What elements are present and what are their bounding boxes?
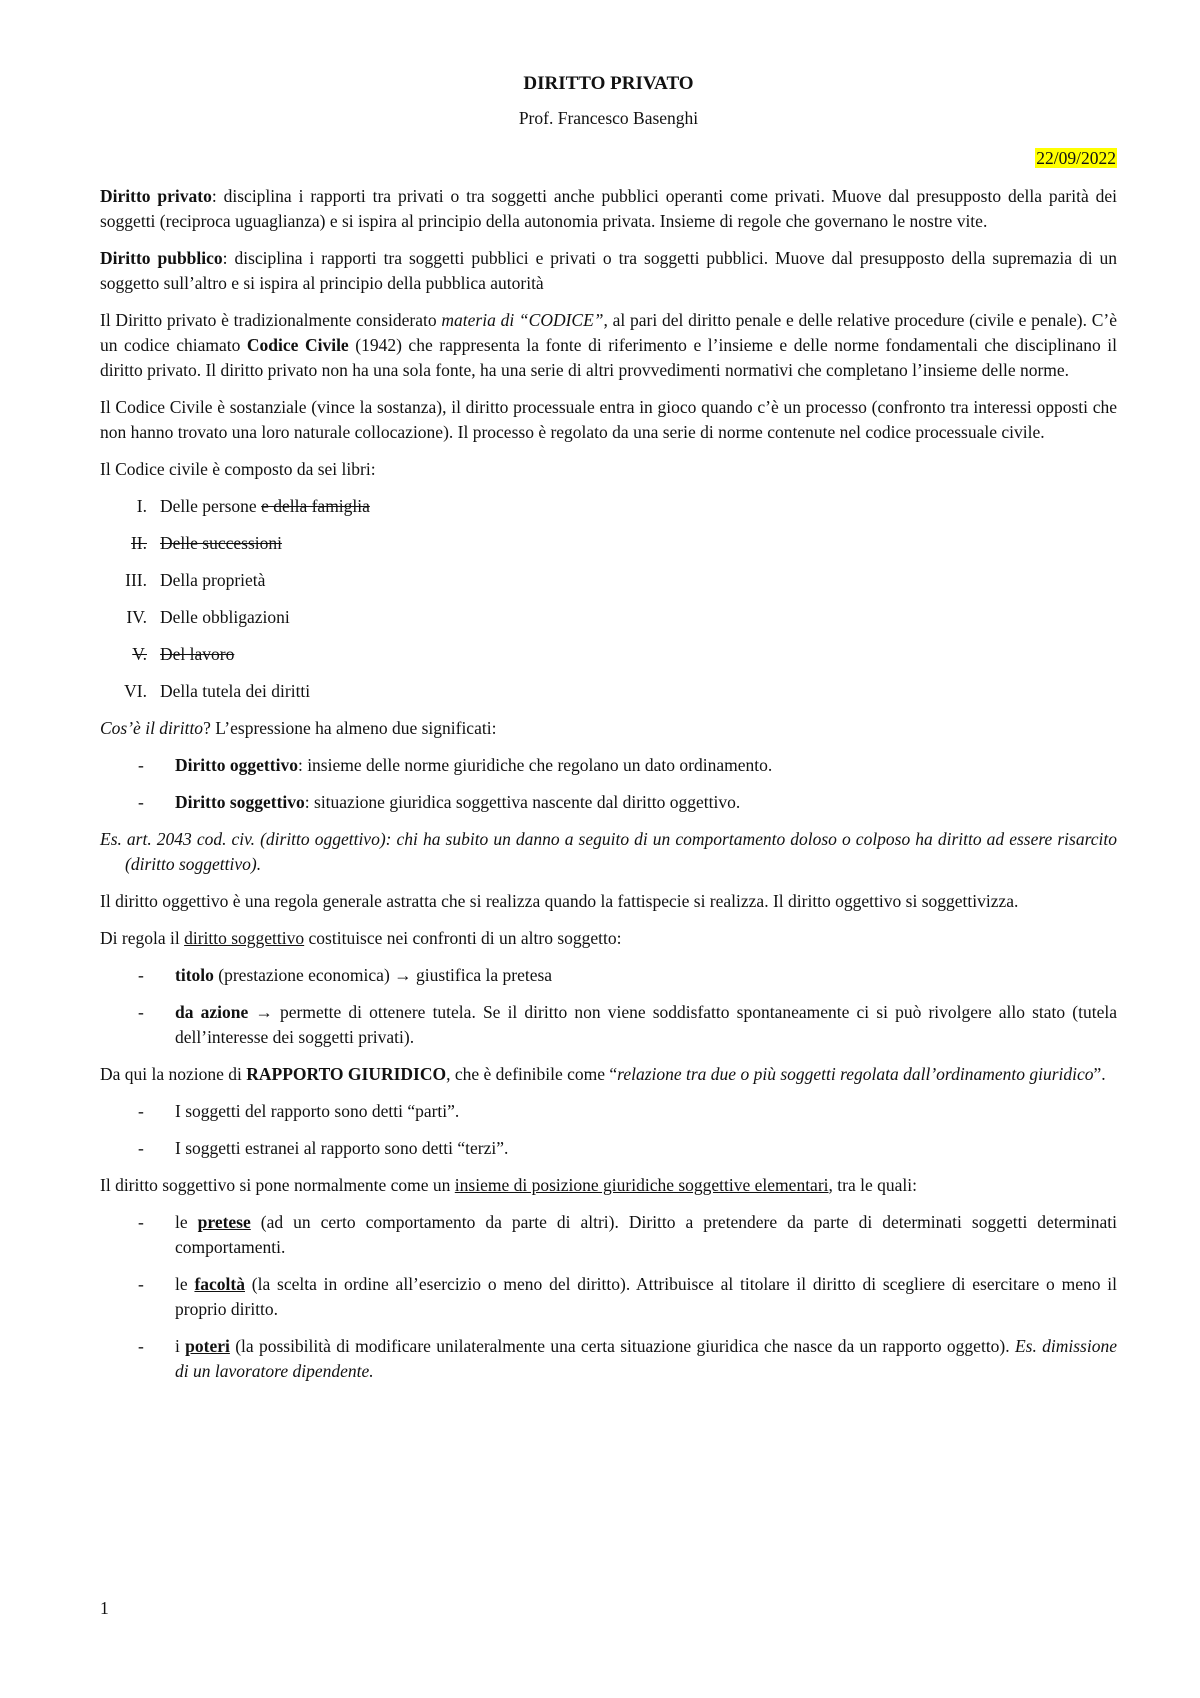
list-item: - le facoltà (la scelta in ordine all’esercizio o meno del diritto). Attribuisce al titolare il diritto di scegliere di esercitare o meno il proprio diritto. (138, 1274, 1117, 1319)
list-item: - i poteri (la possibilità di modificare unilateralmente una certa situazione giuridica che nasce da un rapporto oggetto). Es. dimissione di un lavoratore dipendente. (138, 1336, 1117, 1381)
book-item: III. Della proprietà (125, 570, 266, 590)
book-item: V. Del lavoro (132, 644, 235, 664)
list-item: - titolo (prestazione economica) → giustifica la pretesa (138, 965, 553, 985)
list-item: - I soggetti del rapporto sono detti “parti”. (138, 1101, 460, 1121)
books-list (100, 494, 1117, 704)
parties-list (100, 1099, 1117, 1161)
example-art-2043: Es. art. 2043 cod. civ. (diritto oggettivo): chi ha subito un danno a seguito di un comportamento doloso o colposo ha diritto ad essere risarcito (diritto soggettivo). (100, 829, 1117, 874)
list-item: - I soggetti estranei al rapporto sono detti “terzi”. (138, 1138, 509, 1158)
meanings-list (100, 753, 1117, 815)
paragraph-codice-sostanziale: Il Codice Civile è sostanziale (vince la sostanza), il diritto processuale entra in gioco quando c’è un processo (confronto tra interessi opposti che non hanno trovato una loro naturale collocazione). Il processo è regolato da una serie di norme contenute nel codice processuale civile. (100, 397, 1117, 442)
paragraph-diritto-oggettivo: Il diritto oggettivo è una regola generale astratta che si realizza quando la fattispecie si realizza. Il diritto oggettivo si soggettivizza. (100, 891, 1019, 911)
date-row (100, 146, 1117, 170)
paragraph-rapporto-giuridico: Da qui la nozione di RAPPORTO GIURIDICO, che è definibile come “relazione tra due o più soggetti regolata dall’ordinamento giuridico”. (100, 1064, 1106, 1084)
list-item: - da azione → permette di ottenere tutela. Se il diritto non viene soddisfatto spontaneamente ci si può rivolgere allo stato (tutela dell’interesse dei soggetti privati). (138, 1002, 1117, 1047)
paragraph-codice: Il Diritto privato è tradizionalmente considerato materia di “CODICE”, al pari del diritto penale e delle relative procedure (civile e penale). C’è un codice chiamato Codice Civile (1942) che rappresenta la fonte di riferimento e l’insieme e delle norme fondamentali che disciplinano il diritto privato. Il diritto privato non ha una sola fonte, ha una serie di altri provvedimenti normativi che completano l’insieme delle norme. (100, 310, 1117, 380)
list-item: - le pretese (ad un certo comportamento da parte di altri). Diritto a pretendere da parte di determinati soggetti determinati comportamenti. (138, 1212, 1117, 1257)
page-number: 1 (100, 1598, 109, 1618)
document-title: DIRITTO PRIVATO (523, 73, 694, 94)
list-item: - Diritto soggettivo: situazione giuridica soggettiva nascente dal diritto oggettivo. (138, 792, 741, 812)
book-item: VI. Della tutela dei diritti (124, 681, 311, 701)
paragraph-libri-intro: Il Codice civile è composto da sei libri: (100, 459, 376, 479)
book-item: IV. Delle obbligazioni (126, 607, 290, 627)
list-item: - Diritto oggettivo: insieme delle norme giuridiche che regolano un dato ordinamento. (138, 755, 773, 775)
paragraph-diritto-privato: Diritto privato: disciplina i rapporti tra privati o tra soggetti anche pubblici operanti come privati. Muove dal presupposto della parità dei soggetti (reciproca uguaglianza) e si ispira al principio della autonomia privata. Insieme di regole che governano le nostre vite. (100, 186, 1117, 231)
term-diritto-pubblico: Diritto pubblico (100, 248, 223, 268)
paragraph-cos-e-il-diritto: Cos’è il diritto? L’espressione ha almeno due significati: (100, 718, 497, 738)
professor-name: Prof. Francesco Basenghi (518, 108, 699, 128)
book-item: I. Delle persone e della famiglia (136, 496, 370, 516)
paragraph-diritto-pubblico: Diritto pubblico: disciplina i rapporti tra soggetti pubblici e privati o tra soggetti pubblici. Muove dal presupposto della supremazia di un soggetto sull’altro e si ispira al principio della pubblica autorità (100, 248, 1117, 293)
title-action-list (100, 963, 1117, 1050)
document-body (100, 70, 1117, 1396)
term-diritto-privato: Diritto privato (100, 186, 212, 206)
paragraph-di-regola: Di regola il diritto soggettivo costituisce nei confronti di un altro soggetto: (100, 928, 622, 948)
highlighted-date: 22/09/2022 (1036, 148, 1116, 168)
book-item: II. Delle successioni (130, 533, 282, 553)
positions-list (100, 1210, 1117, 1384)
paragraph-posizioni-giuridiche: Il diritto soggettivo si pone normalmente come un insieme di posizione giuridiche soggettive elementari, tra le quali: (100, 1175, 917, 1195)
